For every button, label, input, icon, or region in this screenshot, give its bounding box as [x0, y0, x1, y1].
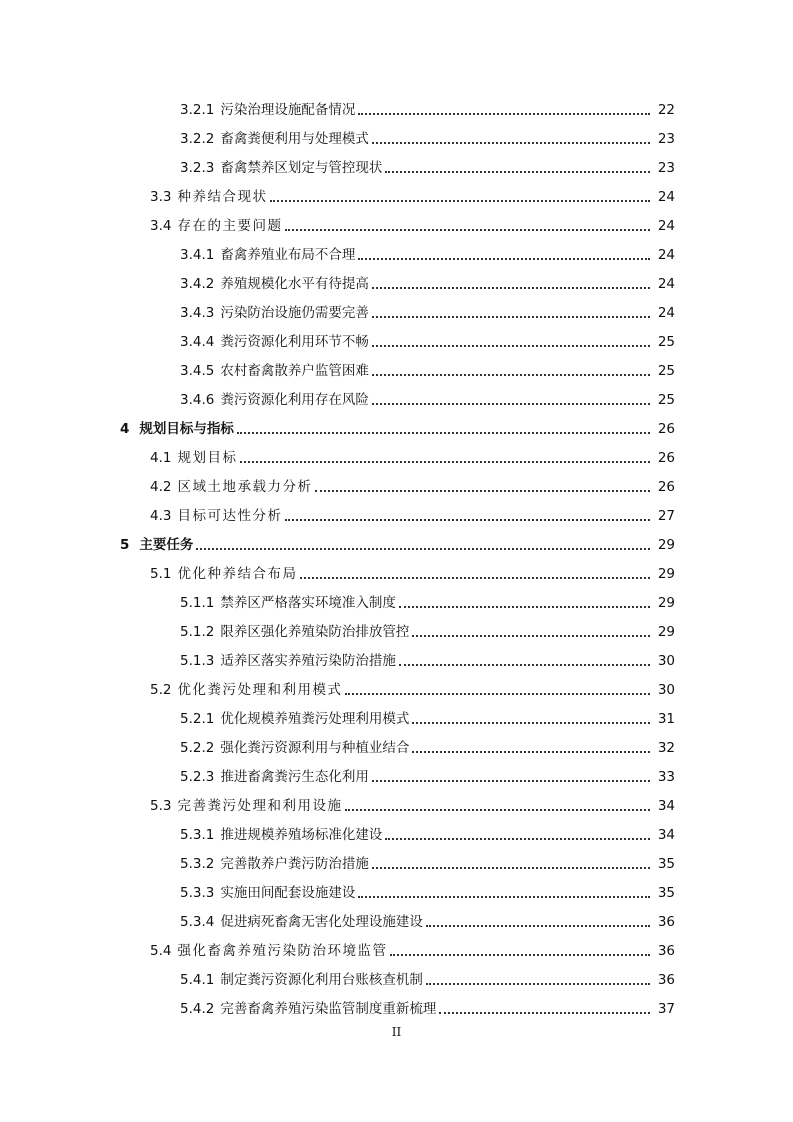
toc-entry[interactable] [150, 212, 675, 234]
toc-entry-page: 31 [657, 711, 675, 727]
toc-entry[interactable] [150, 473, 675, 495]
toc-entry-title: 实施田间配套设施建设 [220, 885, 356, 901]
toc-entry-title: 强化畜禽养殖污染防治环境监管 [177, 943, 388, 959]
toc-entry-number: 3.4.3 [180, 305, 215, 321]
toc-entry-title: 优化种养结合布局 [177, 566, 298, 582]
toc-entry[interactable] [180, 270, 675, 292]
toc-entry[interactable] [180, 589, 675, 611]
leader-dots [372, 306, 650, 318]
toc-entry[interactable] [150, 183, 675, 205]
toc-entry[interactable] [150, 502, 675, 524]
toc-entry[interactable] [150, 560, 675, 582]
toc-entry-page: 34 [657, 827, 675, 843]
leader-dots [345, 683, 650, 695]
toc-entry-title: 目标可达性分析 [177, 508, 283, 524]
toc-entry-page: 26 [657, 450, 675, 466]
toc-entry-title: 完善畜禽养殖污染监管制度重新梳理 [220, 1001, 437, 1017]
toc-entry[interactable] [180, 763, 675, 785]
toc-entry-title: 畜禽禁养区划定与管控现状 [220, 160, 383, 176]
toc-entry-title: 区域土地承载力分析 [177, 479, 313, 495]
toc-entry-page: 25 [657, 334, 675, 350]
toc-entry-page: 24 [657, 218, 675, 234]
toc-entry-title: 农村畜禽散养户监管困难 [220, 363, 369, 379]
leader-dots [372, 364, 650, 376]
leader-dots [237, 422, 650, 434]
toc-entry-title: 禁养区严格落实环境准入制度 [220, 595, 396, 611]
leader-dots [426, 915, 650, 927]
toc-entry-title: 适养区落实养殖污染防治措施 [220, 653, 396, 669]
leader-dots [390, 944, 650, 956]
toc-entry-page: 32 [657, 740, 675, 756]
toc-entry-title: 粪污资源化利用存在风险 [220, 392, 369, 408]
toc-entry-title: 存在的主要问题 [177, 218, 283, 234]
leader-dots [285, 509, 650, 521]
toc-entry-number: 5.4.2 [180, 1001, 215, 1017]
toc-entry-title: 养殖规模化水平有待提高 [220, 276, 369, 292]
toc-entry-number: 3.4.1 [180, 247, 215, 263]
toc-entry-page: 29 [657, 624, 675, 640]
toc-entry-page: 35 [657, 856, 675, 872]
toc-entry-title: 污染防治设施仍需要完善 [220, 305, 369, 321]
toc-entry-title: 污染治理设施配备情况 [220, 102, 356, 118]
toc-entry-page: 35 [657, 885, 675, 901]
leader-dots [385, 161, 650, 173]
toc-entry-page: 27 [657, 508, 675, 524]
toc-entry[interactable] [180, 966, 675, 988]
toc-entry-number: 3.4 [150, 218, 172, 234]
leader-dots [399, 654, 650, 666]
toc-entry[interactable] [180, 241, 675, 263]
toc-entry[interactable] [150, 937, 675, 959]
toc-entry-title: 主要任务 [139, 537, 194, 553]
toc-entry-title: 限养区强化养殖染防治排放管控 [220, 624, 410, 640]
toc-entry-number: 4 [120, 421, 130, 437]
toc-entry-page: 24 [657, 276, 675, 292]
toc-entry[interactable] [180, 734, 675, 756]
leader-dots [412, 741, 650, 753]
toc-entry[interactable] [180, 386, 675, 408]
toc-entry-page: 36 [657, 914, 675, 930]
toc-entry-page: 34 [657, 798, 675, 814]
toc-entry-page: 24 [657, 305, 675, 321]
toc-entry-number: 3.2.2 [180, 131, 215, 147]
toc-entry-title: 畜禽粪便利用与处理模式 [220, 131, 369, 147]
toc-entry-number: 4.2 [150, 479, 172, 495]
toc-entry-number: 5.2.2 [180, 740, 215, 756]
toc-entry-page: 24 [657, 247, 675, 263]
toc-entry-page: 29 [657, 566, 675, 582]
toc-entry-title: 推进畜禽粪污生态化利用 [220, 769, 369, 785]
toc-entry-title: 规划目标 [177, 450, 238, 466]
leader-dots [439, 1002, 650, 1014]
leader-dots [240, 451, 650, 463]
leader-dots [385, 828, 650, 840]
leader-dots [412, 712, 650, 724]
toc-entry-title: 推进规模养殖场标准化建设 [220, 827, 383, 843]
toc-entry-number: 3.4.4 [180, 334, 215, 350]
toc-entry[interactable] [180, 995, 675, 1017]
toc-entry-title: 种养结合现状 [177, 189, 268, 205]
toc-entry[interactable] [180, 705, 675, 727]
toc-entry-number: 5 [120, 537, 130, 553]
leader-dots [372, 857, 650, 869]
toc-entry[interactable] [180, 154, 675, 176]
toc-entry-page: 25 [657, 363, 675, 379]
toc-entry[interactable] [180, 821, 675, 843]
toc-entry-title: 规划目标与指标 [139, 421, 234, 437]
toc-entry-number: 4.3 [150, 508, 172, 524]
toc-entry-page: 23 [657, 131, 675, 147]
toc-entry-title: 完善散养户粪污防治措施 [220, 856, 369, 872]
toc-entry[interactable] [150, 676, 675, 698]
toc-entry-number: 5.3.1 [180, 827, 215, 843]
toc-entry-page: 26 [657, 479, 675, 495]
toc-entry-number: 5.1.3 [180, 653, 215, 669]
toc-entry-page: 23 [657, 160, 675, 176]
toc-entry[interactable] [150, 444, 675, 466]
leader-dots [358, 103, 650, 115]
toc-entry-page: 36 [657, 943, 675, 959]
toc-entry[interactable] [180, 125, 675, 147]
toc-entry[interactable] [150, 792, 675, 814]
toc-entry-number: 3.4.6 [180, 392, 215, 408]
toc-entry-number: 5.1.1 [180, 595, 215, 611]
toc-entry-number: 4.1 [150, 450, 172, 466]
leader-dots [426, 973, 650, 985]
toc-entry-number: 5.3 [150, 798, 172, 814]
page-number: II [391, 1025, 402, 1039]
toc-entry-number: 5.2 [150, 682, 172, 698]
toc-entry-page: 25 [657, 392, 675, 408]
leader-dots [358, 248, 650, 260]
leader-dots [372, 393, 650, 405]
toc-entry-title: 完善粪污处理和利用设施 [177, 798, 343, 814]
toc-entry-page: 29 [657, 595, 675, 611]
toc-entry-page: 29 [657, 537, 675, 553]
toc-entry-title: 畜禽养殖业布局不合理 [220, 247, 356, 263]
toc-entry-number: 5.4 [150, 943, 172, 959]
leader-dots [412, 625, 650, 637]
toc-entry-page: 26 [657, 421, 675, 437]
toc-entry-number: 5.2.3 [180, 769, 215, 785]
toc-entry-page: 24 [657, 189, 675, 205]
toc-entry-number: 5.1 [150, 566, 172, 582]
toc-entry-page: 30 [657, 653, 675, 669]
leader-dots [399, 596, 650, 608]
toc-entry[interactable] [180, 618, 675, 640]
toc-entry[interactable] [180, 879, 675, 901]
leader-dots [372, 335, 650, 347]
toc-entry-number: 3.4.2 [180, 276, 215, 292]
toc-entry-title: 强化粪污资源利用与种植业结合 [220, 740, 410, 756]
leader-dots [358, 886, 650, 898]
leader-dots [372, 277, 650, 289]
toc-entry-page: 36 [657, 972, 675, 988]
toc-entry[interactable] [120, 415, 675, 437]
toc-entry-page: 33 [657, 769, 675, 785]
toc-entry-number: 5.3.4 [180, 914, 215, 930]
toc-entry[interactable] [180, 647, 675, 669]
toc-entry[interactable] [180, 850, 675, 872]
toc-entry-number: 3.2.3 [180, 160, 215, 176]
toc-entry-number: 5.1.2 [180, 624, 215, 640]
toc-entry-title: 粪污资源化利用环节不畅 [220, 334, 369, 350]
toc-entry-number: 3.4.5 [180, 363, 215, 379]
toc-entry[interactable] [180, 908, 675, 930]
toc-entry-page: 30 [657, 682, 675, 698]
toc-entry-number: 5.3.3 [180, 885, 215, 901]
toc-entry[interactable] [180, 328, 675, 350]
toc-entry-title: 制定粪污资源化利用台账核查机制 [220, 972, 423, 988]
toc-entry[interactable] [180, 96, 675, 118]
toc-entry-title: 促进病死畜禽无害化处理设施建设 [220, 914, 423, 930]
toc-entry[interactable] [180, 357, 675, 379]
toc-entry-number: 3.3 [150, 189, 172, 205]
toc-entry-number: 5.4.1 [180, 972, 215, 988]
toc-entry-number: 5.2.1 [180, 711, 215, 727]
leader-dots [285, 219, 650, 231]
toc-entry-number: 3.2.1 [180, 102, 215, 118]
leader-dots [315, 480, 650, 492]
leader-dots [372, 132, 650, 144]
toc-entry-title: 优化粪污处理和利用模式 [177, 682, 343, 698]
leader-dots [300, 567, 650, 579]
toc-entry-page: 37 [657, 1001, 675, 1017]
toc-entry-number: 5.3.2 [180, 856, 215, 872]
leader-dots [345, 799, 650, 811]
leader-dots [196, 538, 650, 550]
toc-entry[interactable] [180, 299, 675, 321]
toc-entry-page: 22 [657, 102, 675, 118]
leader-dots [270, 190, 650, 202]
leader-dots [372, 770, 650, 782]
toc-entry-title: 优化规模养殖粪污处理利用模式 [220, 711, 410, 727]
toc-entry[interactable] [120, 531, 675, 553]
